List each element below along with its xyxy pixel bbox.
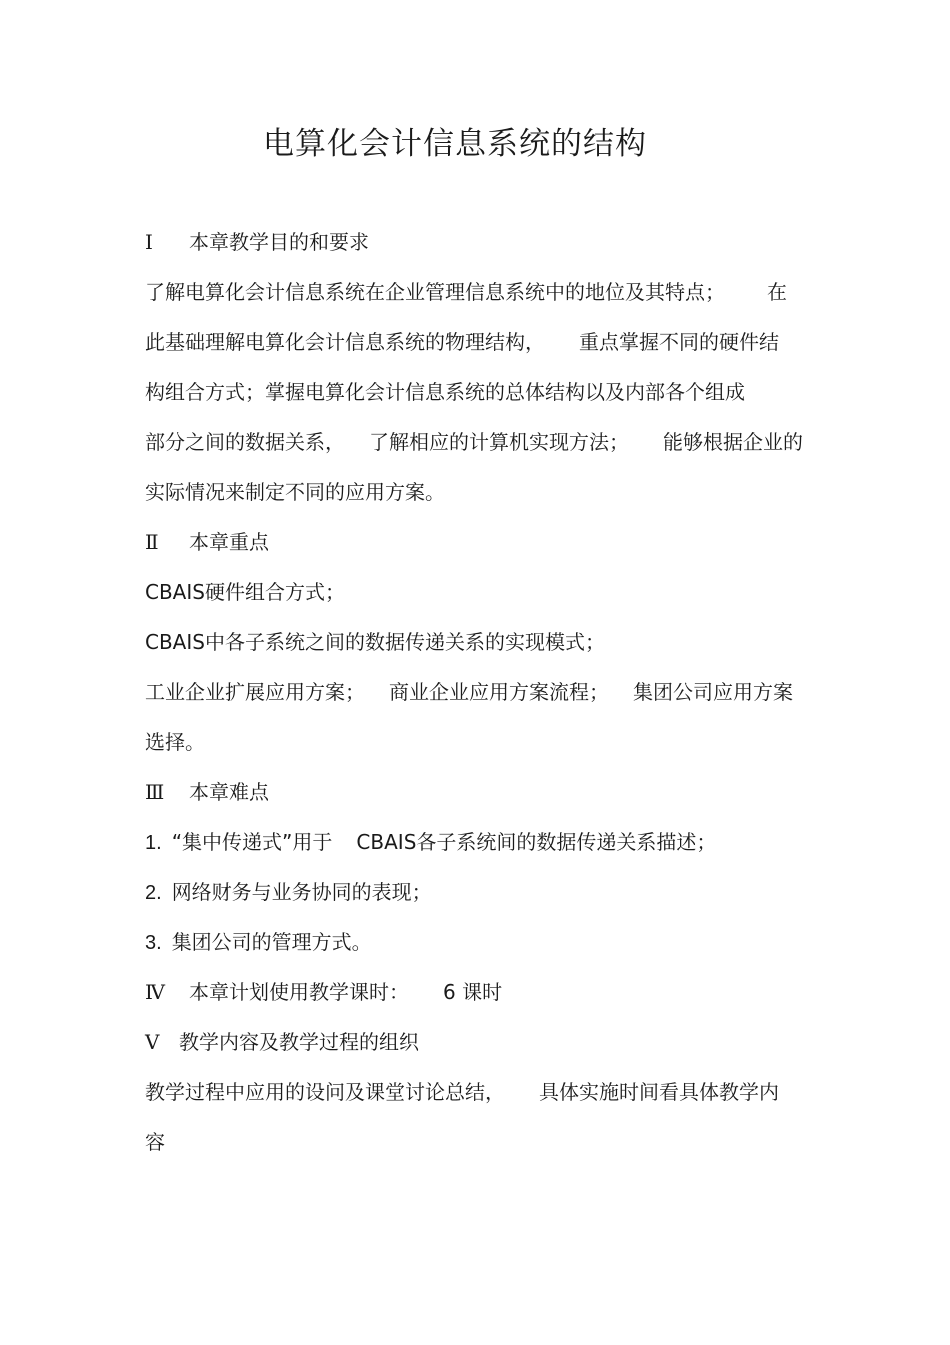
list-item (145, 875, 815, 925)
paragraph-line (145, 725, 815, 775)
document-body (145, 225, 815, 1175)
text-span: 重点掌握不同的硬件结 (579, 330, 779, 354)
text-span: CBAIS中各子系统之间的数据传递关系的实现模式； (145, 630, 605, 654)
section-heading-5 (145, 1025, 815, 1075)
text-span: CBAIS硬件组合方式； (145, 580, 345, 604)
text-span: 构组合方式；掌握电算化会计信息系统的总体结构以及内部各个组成 (145, 380, 745, 404)
text-span: 选择。 (145, 730, 205, 754)
text-span: 网络财务与业务协同的表现； (171, 880, 432, 904)
paragraph-line (145, 1125, 815, 1175)
text-span: “集中传递式”用于 (171, 830, 333, 854)
section-number: Ⅲ (145, 780, 165, 804)
section-number: Ⅳ (145, 980, 165, 1004)
section-heading-1 (145, 225, 815, 275)
paragraph-line (145, 1075, 815, 1125)
text-span: 商业企业应用方案流程； (389, 680, 609, 704)
paragraph-line (145, 675, 815, 725)
text-span: 了解相应的计算机实现方法； (369, 430, 629, 454)
section-number: V (145, 1030, 160, 1054)
text-span: 了解电算化会计信息系统在企业管理信息系统中的地位及其特点； (145, 280, 725, 304)
text-span: 部分之间的数据关系， (145, 430, 345, 454)
paragraph-line (145, 275, 815, 325)
text-span: 具体实施时间看具体教学内 (539, 1080, 779, 1104)
class-hours-value: 6 课时 (443, 980, 503, 1004)
list-number: 1. (145, 832, 162, 854)
section-title: 教学内容及教学过程的组织 (179, 1030, 419, 1054)
paragraph-line (145, 325, 815, 375)
list-number: 3. (145, 932, 162, 954)
text-span: 集团公司的管理方式。 (171, 930, 372, 954)
list-item (145, 575, 815, 625)
section-title: 本章重点 (189, 530, 269, 554)
section-title: 本章教学目的和要求 (189, 230, 369, 254)
paragraph-line (145, 425, 815, 475)
text-span: 容 (145, 1130, 165, 1154)
section-heading-3 (145, 775, 815, 825)
list-item (145, 625, 815, 675)
section-number: Ⅱ (145, 530, 159, 554)
text-span: 此基础理解电算化会计信息系统的物理结构， (145, 330, 545, 354)
list-item (145, 825, 815, 875)
page-title: 电算化会计信息系统的结构 (263, 126, 647, 162)
paragraph-line (145, 475, 815, 525)
section-title: 本章难点 (189, 780, 269, 804)
text-span: 工业企业扩展应用方案； (145, 680, 365, 704)
list-item (145, 925, 815, 975)
text-span: 集团公司应用方案 (633, 680, 793, 704)
text-span: 能够根据企业的 (663, 430, 803, 454)
section-title: 本章计划使用教学课时： (189, 980, 409, 1004)
section-heading-2 (145, 525, 815, 575)
text-span: 教学过程中应用的设问及课堂讨论总结， (145, 1080, 505, 1104)
paragraph-line (145, 375, 815, 425)
text-span: CBAIS各子系统间的数据传递关系描述； (356, 830, 717, 854)
section-heading-4 (145, 975, 815, 1025)
text-span: 实际情况来制定不同的应用方案。 (145, 480, 445, 504)
section-number: Ⅰ (145, 230, 153, 254)
list-number: 2. (145, 882, 162, 904)
text-span: 在 (767, 280, 787, 304)
